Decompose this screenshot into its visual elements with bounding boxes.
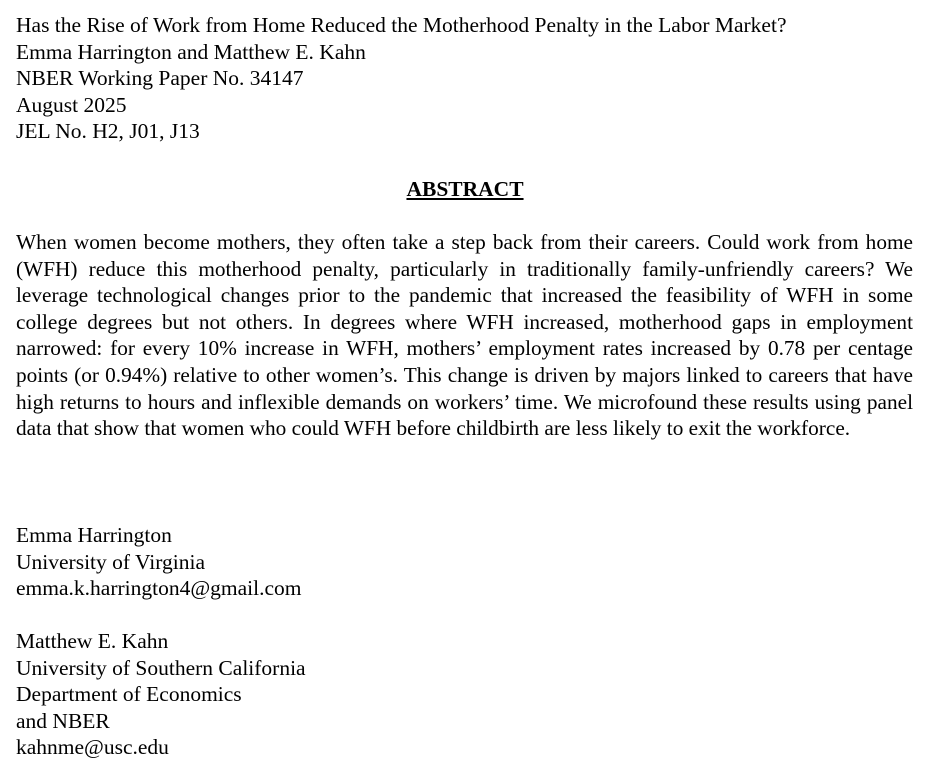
abstract-heading: ABSTRACT (406, 177, 524, 201)
author-affiliation-harrington (16, 522, 302, 602)
author-name: Matthew E. Kahn (16, 629, 169, 653)
working-paper-number: NBER Working Paper No. 34147 (16, 66, 304, 90)
author-institution: University of Southern California (16, 655, 306, 680)
abstract-text: When women become mothers, they often take a step back from their careers. Could work from home (WFH) reduce this motherhood penalty, particularly in traditionally family-unfriendly careers? We leverage technological changes prior to the pandemic that increased the feasibility of WFH in some college degrees but not others. In degrees where WFH increased, motherhood gaps in employment narrowed: for every 10% increase in WFH, mothers’ employment rates increased by 0.78 per centage points (or 0.94%) relative to other women’s. This change is driven by majors linked to careers that have high returns to hours and inflexible demands on workers’ time. We microfound these results using panel data that show that women who could WFH before childbirth are less likely to exit the workforce. (16, 230, 913, 441)
jel-codes: JEL No. H2, J01, J13 (16, 119, 200, 143)
paper-authors: Emma Harrington and Matthew E. Kahn (16, 39, 366, 64)
author-affiliation-kahn (16, 628, 306, 761)
author-name: Emma Harrington (16, 523, 172, 547)
author-email[interactable]: emma.k.harrington4@gmail.com (16, 576, 302, 600)
paper-title-page (16, 12, 914, 759)
author-additional-affiliation: and NBER (16, 708, 110, 733)
author-institution: University of Virginia (16, 549, 206, 574)
publication-date: August 2025 (16, 92, 127, 117)
author-department: Department of Economics (16, 682, 242, 706)
paper-title: Has the Rise of Work from Home Reduced the Motherhood Penalty in the Labor Market? (16, 13, 787, 37)
author-email[interactable]: kahnme@usc.edu (16, 735, 169, 759)
